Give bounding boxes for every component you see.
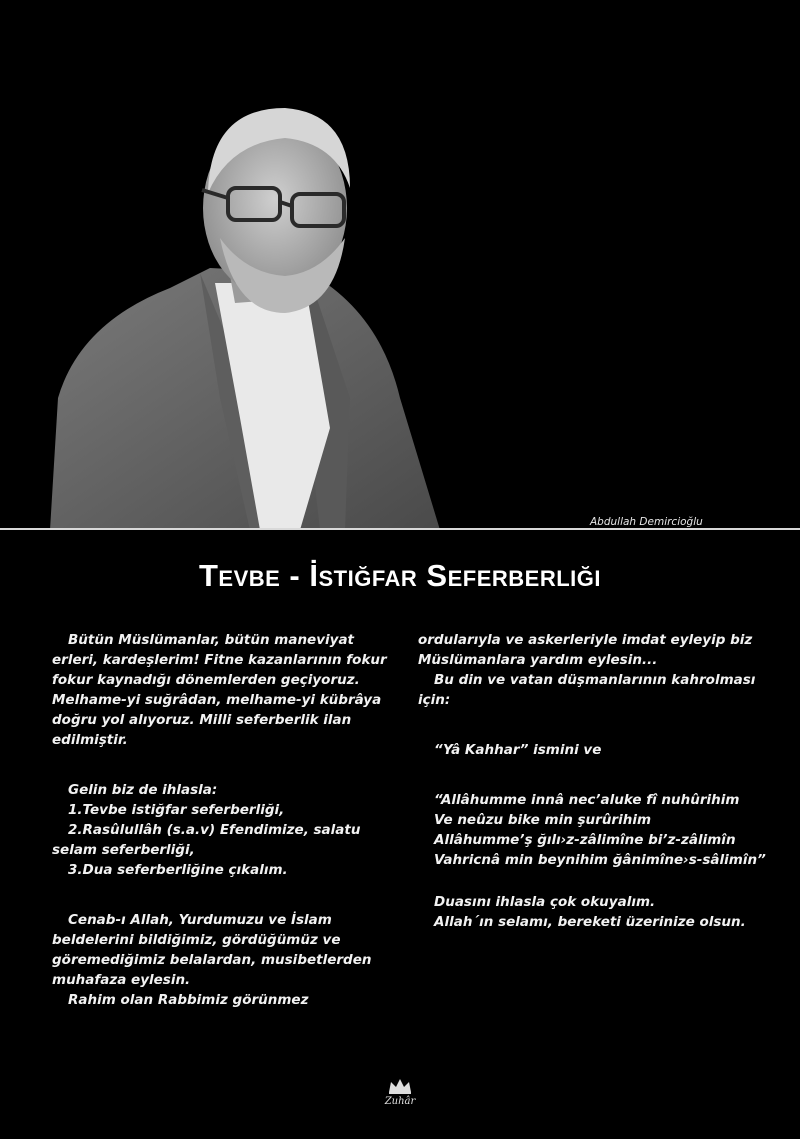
page-title: Tevbe - İstiğfar Seferberliği: [198, 558, 602, 593]
prayer-line: Allâhumme’ş ğılı›z-zâlimîne bi’z-zâlimîn: [434, 832, 736, 848]
publisher-logo: [372, 1076, 428, 1116]
author-photo: [50, 98, 440, 530]
list-item: 3.Dua seferberliğine çıkalım.: [68, 862, 288, 878]
paragraph: ordularıyla ve askerleriyle imdat eyleyip biz Müslümanlara yardım eylesin...: [418, 632, 753, 668]
photo-caption: Abdullah Demircioğlu: [590, 516, 703, 528]
prayer-line: Vahricnâ min beynihim ğânimîne›s-sâlimîn”: [434, 852, 766, 868]
list-item: 2.Rasûlullâh (s.a.v) Efendimize, salatu selam seferberliği,: [52, 822, 361, 858]
paragraph: Bu din ve vatan düşmanlarının kahrolması için:: [418, 672, 756, 708]
prayer-line: Ve neûzu bike min şurûrihim: [434, 812, 652, 828]
paragraph: Allah´ın selamı, bereketi üzerinize olsun.: [434, 914, 746, 930]
logo-text: Zuhâr: [384, 1096, 416, 1107]
paragraph: Rahim olan Rabbimiz görünmez: [68, 992, 309, 1008]
portrait-photo: [50, 98, 440, 530]
paragraph: Gelin biz de ihlasla:: [68, 782, 218, 798]
paragraph: Bütün Müslümanlar, bütün maneviyat erleri, kardeşlerim! Fitne kazanlarının fokur fokur kaynadığı dönemlerden geçiyoruz. Melhame-yi suğrâdan, melhame-yi kübrâya doğru yol alıyoruz. Milli seferberlik ilan edilmiştir.: [52, 632, 387, 748]
left-column: [52, 630, 392, 1010]
list-item: 1.Tevbe istiğfar seferberliği,: [68, 802, 285, 818]
right-column: [418, 630, 768, 932]
paragraph: Cenab-ı Allah, Yurdumuzu ve İslam beldelerini bildiğimiz, gördüğümüz ve göremediğimiz belalardan, musibetlerden muhafaza eylesin.: [52, 912, 372, 988]
paragraph: “Yâ Kahhar” ismini ve: [434, 742, 602, 758]
prayer-line: “Allâhumme innâ nec’aluke fî nuhûrihim: [434, 792, 740, 808]
crown-logo-icon: [385, 1076, 415, 1096]
paragraph: Duasını ihlasla çok okuyalım.: [434, 894, 656, 910]
divider-line: [0, 528, 800, 530]
